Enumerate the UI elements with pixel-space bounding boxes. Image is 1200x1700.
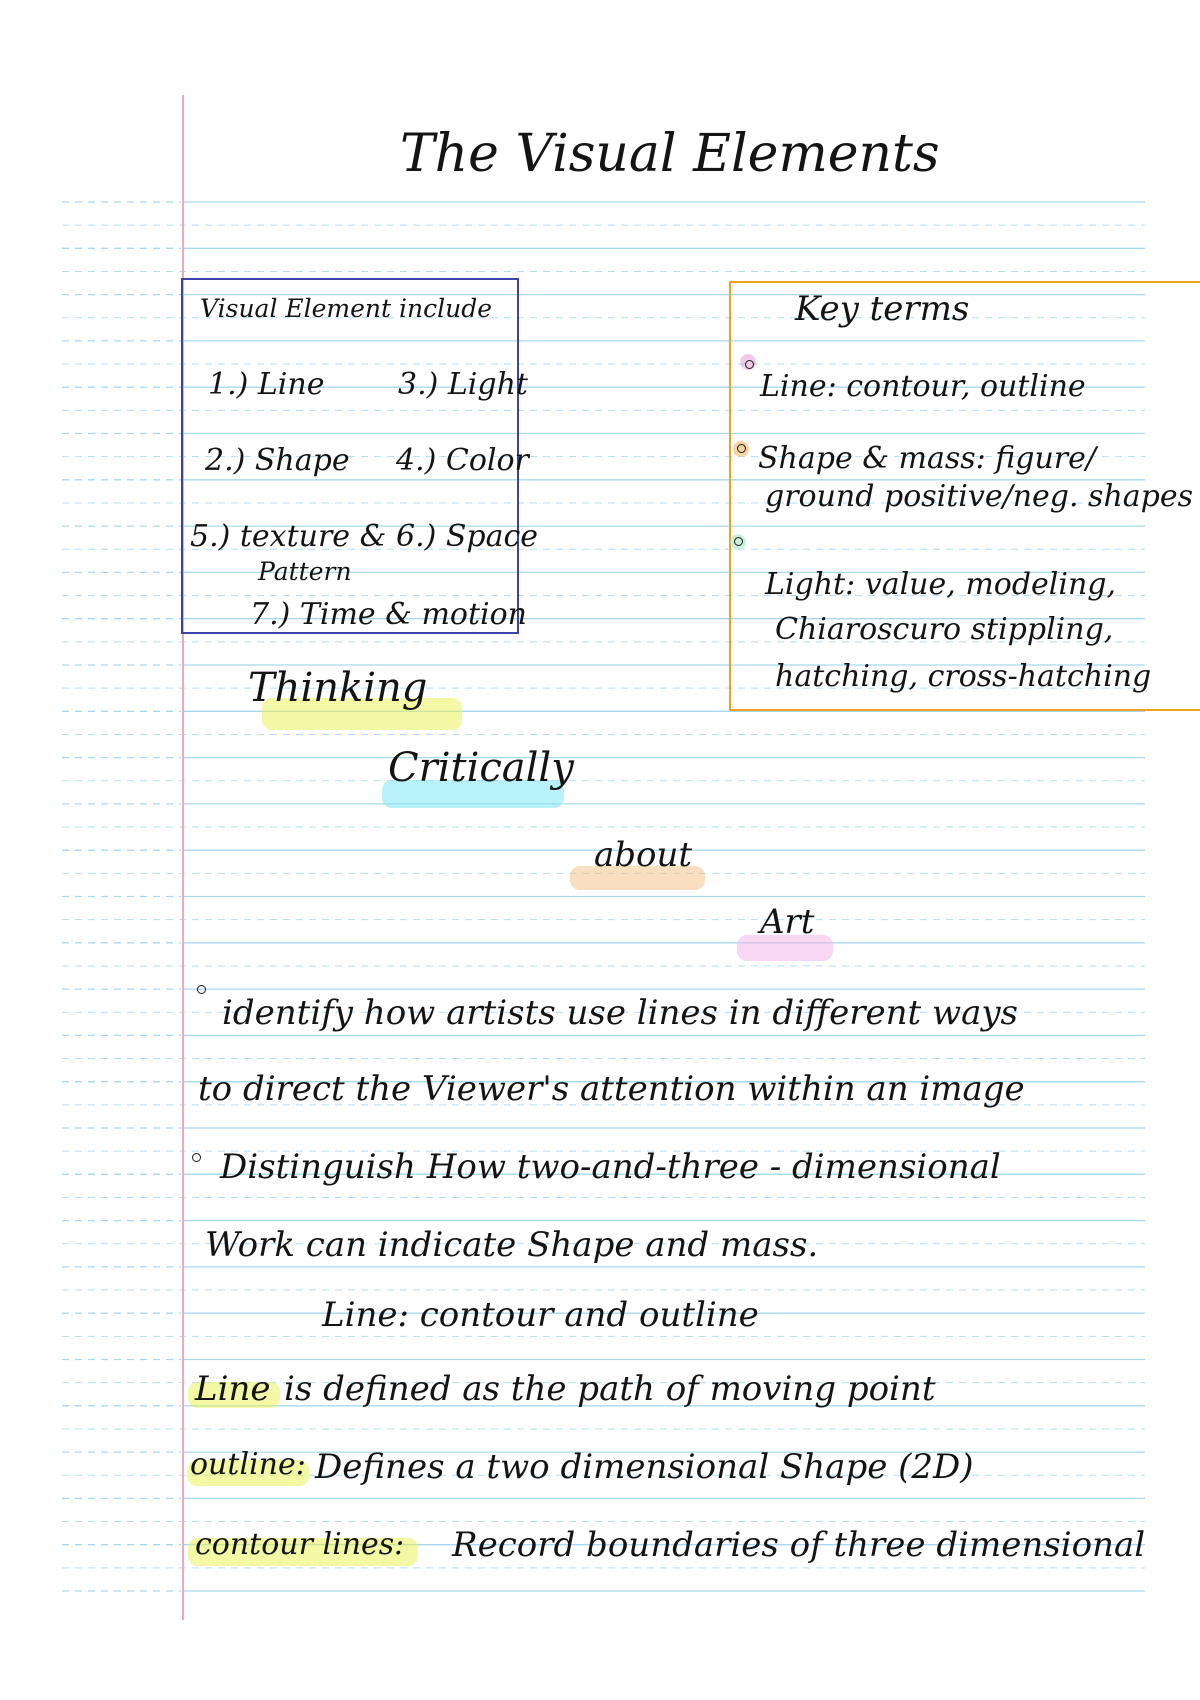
bullet-icon [197,985,206,994]
element-item: 1.) Line [208,367,325,402]
staircase-word: Critically [388,745,574,791]
element-item: 5.) texture & [190,519,387,554]
bullet-icon [737,444,746,453]
definition-term: contour lines: [195,1527,405,1562]
element-item: 4.) Color [396,443,529,478]
key-terms-heading: Key terms [795,289,970,329]
bullet-icon [734,537,743,546]
objective-line: identify how artists use lines in different ways [222,993,1018,1033]
objective-line: Work can indicate Shape and mass. [205,1225,819,1265]
element-item: Pattern [258,557,352,586]
definition-text: Record boundaries of three dimensional [452,1525,1146,1565]
key-term-line: Line: contour, outline [760,369,1086,404]
key-term-line: Shape & mass: figure/ [758,441,1096,476]
key-term-line: Light: value, modeling, [765,567,1117,602]
definition-text: Defines a two dimensional Shape (2D) [315,1447,974,1487]
visual-elements-heading: Visual Element include [200,294,493,323]
definition-term: outline: [190,1447,306,1482]
element-item: 3.) Light [398,367,528,402]
key-term-line: ground positive/neg. shapes [765,479,1194,514]
key-term-line: hatching, cross-hatching [775,659,1152,694]
objective-line: to direct the Viewer's attention within an image [198,1069,1025,1109]
element-item: 2.) Shape [205,443,350,478]
element-item: 6.) Space [396,519,539,554]
section-heading: Line: contour and outline [322,1295,759,1335]
page-title: The Visual Elements [400,124,940,184]
staircase-word: Thinking [248,665,428,711]
staircase-word: Art [760,902,815,942]
element-item: 7.) Time & motion [250,597,527,632]
bullet-icon [192,1153,201,1162]
key-term-line: Chiaroscuro stippling, [775,612,1114,647]
staircase-word: about [594,835,693,875]
objective-line: Distinguish How two-and-three - dimensional [220,1147,1001,1187]
definition-text: is defined as the path of moving point [284,1369,936,1409]
definition-term: Line [195,1369,271,1409]
bullet-icon [745,360,754,369]
